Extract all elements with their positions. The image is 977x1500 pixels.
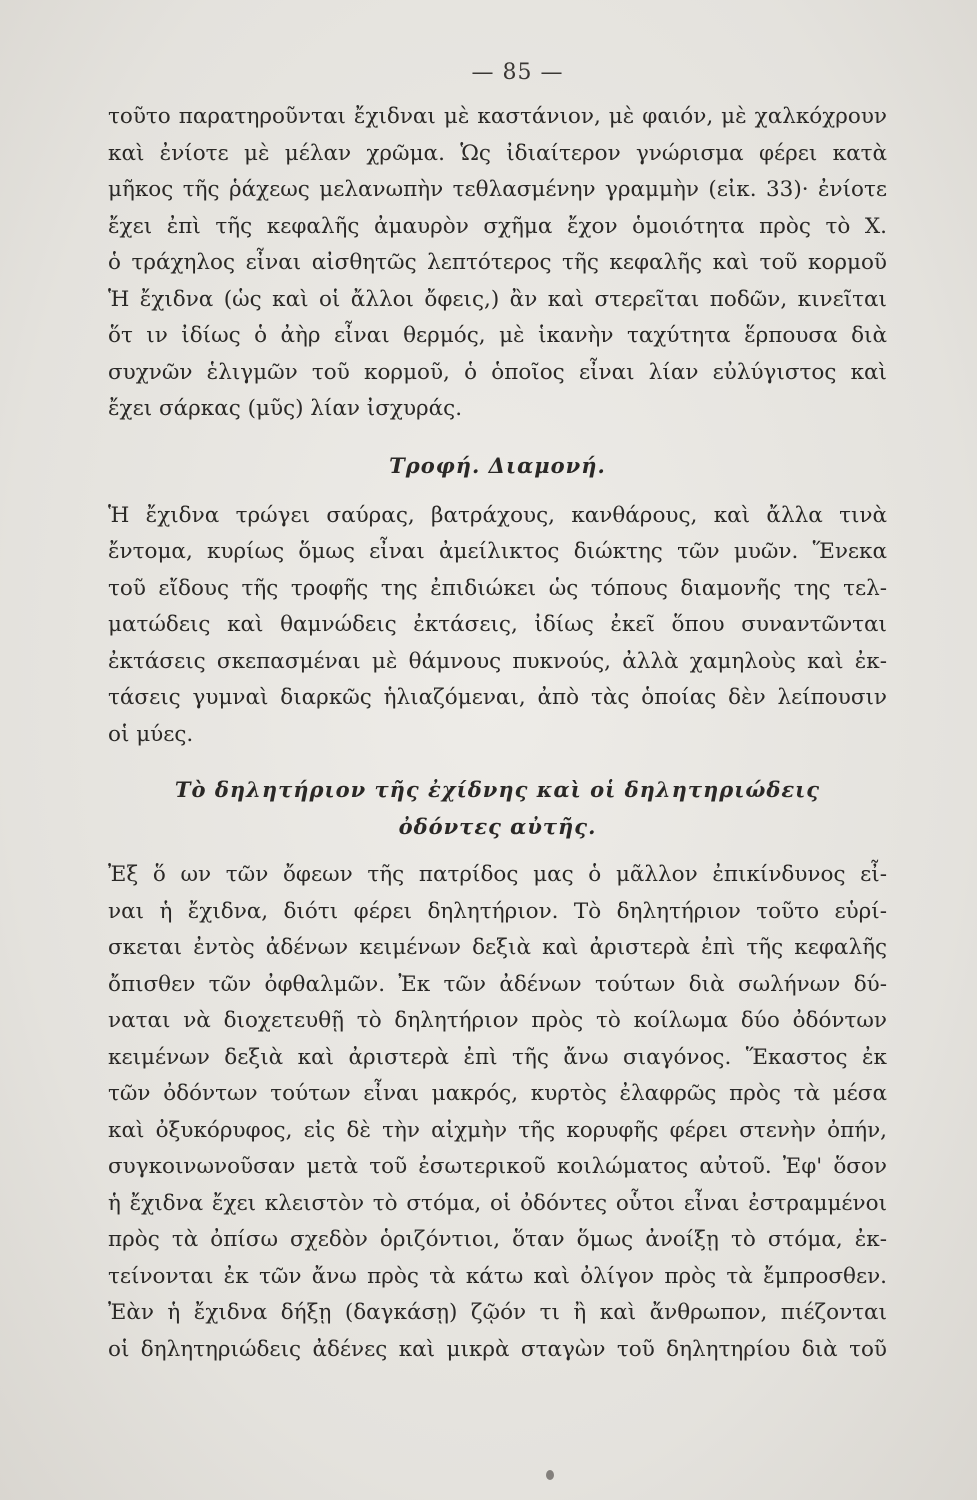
text-line: συγκοινωνοῦσαν μετὰ τοῦ ἐσωτερικοῦ κοιλώματος αὐτοῦ. Ἐφ' ὅσον bbox=[108, 1154, 887, 1179]
text-line: ναται νὰ διοχετευθῇ τὸ δηλητήριον πρὸς τὸ κοίλωμα δύο ὀδόντων bbox=[108, 1008, 887, 1033]
section-heading-food-habitat: Τροφή. Διαμονή. bbox=[389, 452, 606, 478]
text-line: ἔχει σάρκας (μῦς) λίαν ἰσχυράς. bbox=[108, 396, 463, 421]
text-line: μῆκος τῆς ῥάχεως μελανωπὴν τεθλασμένην γραμμὴν (εἰκ. 33)· ἐνίοτε bbox=[108, 177, 887, 202]
text-line: οἱ μύες. bbox=[108, 721, 194, 747]
text-line: ὅτ ιν ἰδίως ὁ ἀὴρ εἶναι θερμός, μὲ ἱκανὴν ταχύτητα ἕρπουσα διὰ bbox=[108, 323, 887, 348]
ink-spot bbox=[546, 1470, 554, 1480]
paragraph-venom bbox=[108, 857, 887, 1368]
text-line: ὄπισθεν τῶν ὀφθαλμῶν. Ἐκ τῶν ἀδένων τούτων διὰ σωλήνων δύ- bbox=[108, 971, 887, 997]
text-line: Ἐὰν ἡ ἔχιδνα δήξῃ (δαγκάσῃ) ζῷόν τι ἢ καὶ ἄνθρωπον, πιέζονται bbox=[108, 1300, 887, 1325]
text-line: ναι ἡ ἔχιδνα, διότι φέρει δηλητήριον. Τὸ δηλητήριον τοῦτο εὑρί- bbox=[108, 898, 887, 924]
text-line: τάσεις γυμναὶ διαρκῶς ἡλιαζόμεναι, ἀπὸ τὰς ὁποίας δὲν λείπουσιν bbox=[108, 685, 887, 710]
text-line: ἔχει ἐπὶ τῆς κεφαλῆς ἀμαυρὸν σχῆμα ἔχον ὁμοιότητα πρὸς τὸ Χ. bbox=[108, 213, 887, 239]
text-line: τοῦ εἴδους τῆς τροφῆς της ἐπιδιώκει ὡς τόπους διαμονῆς της τελ- bbox=[108, 575, 887, 601]
section-heading-venom bbox=[108, 771, 887, 845]
heading-line: Τὸ δηλητήριον τῆς ἐχίδνης καὶ οἱ δηλητηριώδεις bbox=[174, 777, 821, 802]
text-line: καὶ ἐνίοτε μὲ μέλαν χρῶμα. Ὡς ἰδιαίτερον γνώρισμα φέρει κατὰ bbox=[108, 140, 887, 166]
text-line: ἐκτάσεις σκεπασμέναι μὲ θάμνους πυκνούς, ἀλλὰ χαμηλοὺς καὶ ἐκ- bbox=[108, 648, 887, 674]
text-line: οἱ δηλητηριώδεις ἀδένες καὶ μικρὰ σταγὼν τοῦ δηλητηρίου διὰ τοῦ bbox=[108, 1336, 887, 1362]
text-line: ἔντομα, κυρίως ὅμως εἶναι ἀμείλικτος διώκτης τῶν μυῶν. Ἕνεκα bbox=[108, 539, 887, 564]
heading-line: ὀδόντες αὐτῆς. bbox=[398, 814, 597, 839]
paragraph-description bbox=[108, 99, 887, 428]
text-line: Ἡ ἔχιδνα (ὡς καὶ οἱ ἄλλοι ὄφεις,) ἂν καὶ στερεῖται ποδῶν, κινεῖται bbox=[108, 286, 887, 312]
page-number: — 85 — bbox=[471, 60, 564, 85]
text-line: Ἐξ ὅ ων τῶν ὄφεων τῆς πατρίδος μας ὁ μᾶλλον ἐπικίνδυνος εἶ- bbox=[108, 862, 887, 887]
text-line: κειμένων δεξιὰ καὶ ἀριστερὰ ἐπὶ τῆς ἄνω σιαγόνος. Ἕκαστος ἐκ bbox=[108, 1044, 887, 1070]
text-line: ἡ ἔχιδνα ἔχει κλειστὸν τὸ στόμα, οἱ ὀδόντες οὗτοι εἶναι ἐστραμμένοι bbox=[108, 1190, 887, 1216]
text-line: τείνονται ἐκ τῶν ἄνω πρὸς τὰ κάτω καὶ ὀλίγον πρὸς τὰ ἔμπροσθεν. bbox=[108, 1263, 887, 1289]
text-line: καὶ ὀξυκόρυφος, εἰς δὲ τὴν αἰχμὴν τῆς κορυφῆς φέρει στενὴν ὀπήν, bbox=[108, 1117, 887, 1143]
text-line: Ἡ ἔχιδνα τρώγει σαύρας, βατράχους, κανθάρους, καὶ ἄλλα τινὰ bbox=[108, 502, 887, 528]
text-line: ματώδεις καὶ θαμνώδεις ἐκτάσεις, ἰδίως ἐκεῖ ὅπου συναντῶνται bbox=[108, 612, 887, 637]
text-line: τοῦτο παρατηροῦνται ἔχιδναι μὲ καστάνιον, μὲ φαιόν, μὲ χαλκόχρουν bbox=[108, 104, 887, 129]
text-line: τῶν ὀδόντων τούτων εἶναι μακρός, κυρτὸς ἐλαφρῶς πρὸς τὰ μέσα bbox=[108, 1081, 887, 1106]
text-line: πρὸς τὰ ὀπίσω σχεδὸν ὁριζόντιοι, ὅταν ὅμως ἀνοίξῃ τὸ στόμα, ἐκ- bbox=[108, 1227, 887, 1252]
text-line: ὁ τράχηλος εἶναι αἰσθητῶς λεπτότερος τῆς κεφαλῆς καὶ τοῦ κορμοῦ bbox=[108, 250, 887, 275]
text-line: συχνῶν ἑλιγμῶν τοῦ κορμοῦ, ὁ ὁποῖος εἶναι λίαν εὐλύγιστος καὶ bbox=[108, 359, 887, 385]
paragraph-food-habitat bbox=[108, 498, 887, 754]
text-line: σκεται ἐντὸς ἀδένων κειμένων δεξιὰ καὶ ἀριστερὰ ἐπὶ τῆς κεφαλῆς bbox=[108, 935, 887, 960]
